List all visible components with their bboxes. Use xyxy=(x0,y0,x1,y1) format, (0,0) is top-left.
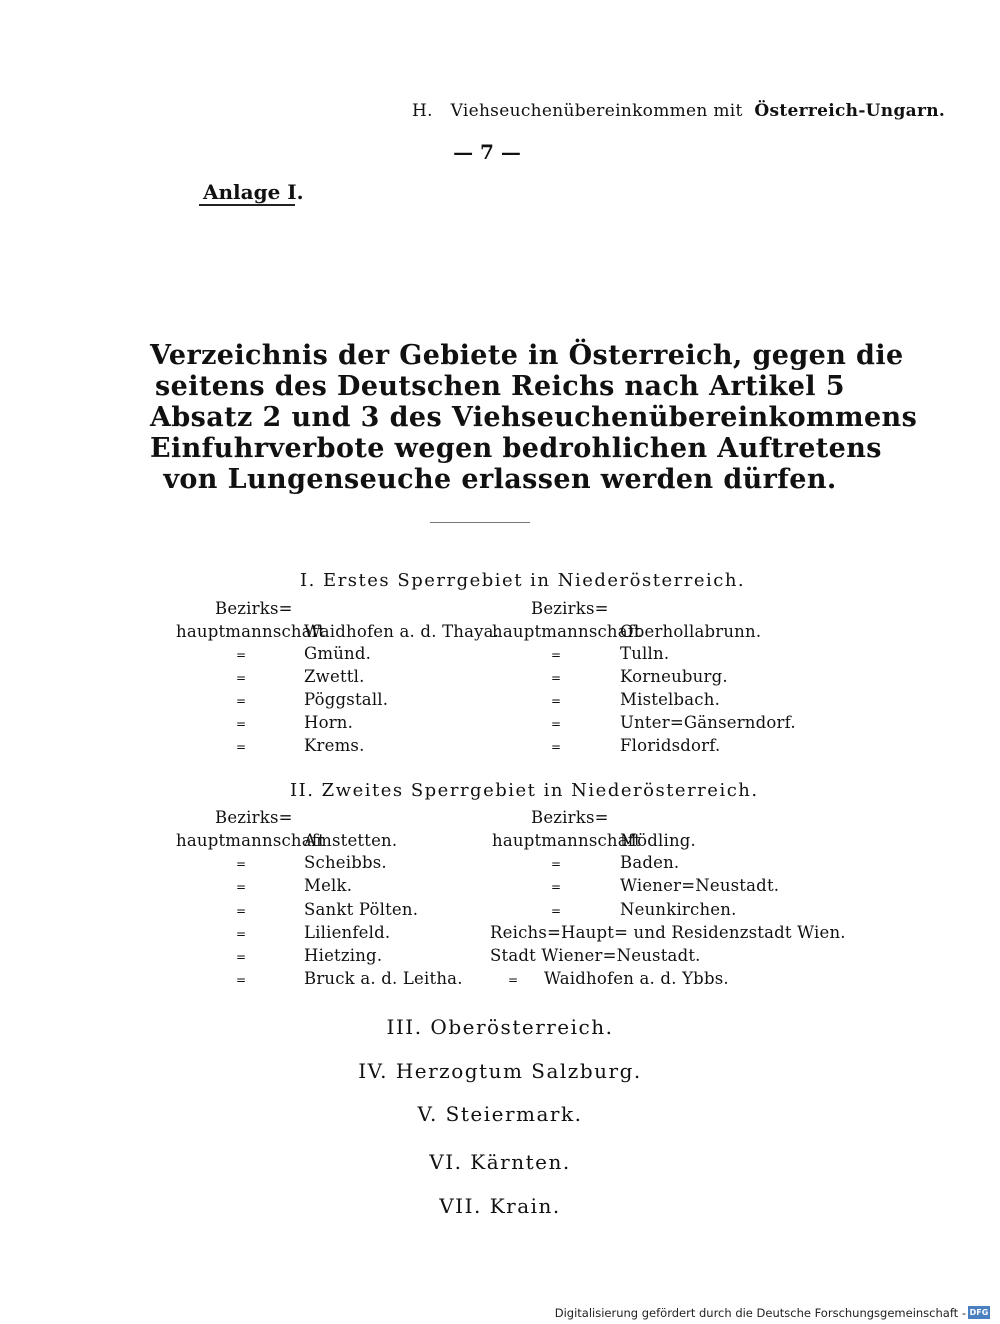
district-label: Bezirks= xyxy=(531,808,609,827)
place-name: Wiener=Neustadt. xyxy=(620,876,780,895)
district-label: hauptmannschaft xyxy=(176,622,325,641)
ditto-mark: = xyxy=(236,857,247,871)
district-label: hauptmannschaft xyxy=(176,831,325,850)
title-divider xyxy=(430,522,530,523)
place-name: Melk. xyxy=(304,876,353,895)
ditto-mark: = xyxy=(551,904,562,918)
section-heading: VII. Krain. xyxy=(439,1194,561,1218)
place-name: Amstetten. xyxy=(304,831,398,850)
dfg-logo: DFG xyxy=(969,1308,989,1317)
place-name: Pöggstall. xyxy=(304,690,389,709)
place-name: Sankt Pölten. xyxy=(304,900,419,919)
place-name: Baden. xyxy=(620,853,680,872)
district-label: Bezirks= xyxy=(215,808,293,827)
place-name: Unter=Gänserndorf. xyxy=(620,713,796,732)
page-number: — 7 — xyxy=(453,140,521,164)
place-name: Mistelbach. xyxy=(620,690,721,709)
place-name: Scheibbs. xyxy=(304,853,387,872)
ditto-mark: = xyxy=(236,973,247,987)
place-name: Bruck a. d. Leitha. xyxy=(304,969,463,988)
ditto-mark: = xyxy=(236,671,247,685)
ditto-mark: = xyxy=(236,648,247,662)
section-heading: VI. Kärnten. xyxy=(429,1150,571,1174)
header-prefix: H. xyxy=(412,101,433,121)
ditto-mark: = xyxy=(236,904,247,918)
annex-underline xyxy=(199,204,295,206)
title-line: Verzeichnis der Gebiete in Österreich, gegen die xyxy=(150,340,904,371)
ditto-mark: = xyxy=(236,880,247,894)
place-name: Horn. xyxy=(304,713,354,732)
document-title xyxy=(150,340,918,495)
ditto-mark: = xyxy=(551,671,562,685)
ditto-mark: = xyxy=(551,717,562,731)
place-name: Zwettl. xyxy=(304,667,365,686)
ditto-mark: = xyxy=(508,973,519,987)
ditto-mark: = xyxy=(236,717,247,731)
title-line: seitens des Deutschen Reichs nach Artikel 5 xyxy=(155,371,845,402)
district-label: hauptmannschaft xyxy=(492,622,641,641)
place-name: Tulln. xyxy=(620,644,670,663)
section-heading: IV. Herzogtum Salzburg. xyxy=(358,1059,642,1083)
title-line: Absatz 2 und 3 des Viehseuchenübereinkommens xyxy=(150,402,918,433)
ditto-mark: = xyxy=(551,740,562,754)
section-heading: III. Oberösterreich. xyxy=(386,1015,614,1039)
place-name: Neunkirchen. xyxy=(620,900,737,919)
section-heading: V. Steiermark. xyxy=(417,1102,583,1126)
place-name: Floridsdorf. xyxy=(620,736,721,755)
place-name: Korneuburg. xyxy=(620,667,728,686)
section-heading: II. Zweites Sperrgebiet in Niederösterreich. xyxy=(290,780,759,801)
section-heading: I. Erstes Sperrgebiet in Niederösterreich. xyxy=(300,570,746,591)
place-name: Krems. xyxy=(304,736,365,755)
header-title: Viehseuchenübereinkommen mit xyxy=(450,101,743,121)
place-name: Stadt Wiener=Neustadt. xyxy=(490,946,701,965)
district-label: Bezirks= xyxy=(531,599,609,618)
title-line: Einfuhrverbote wegen bedrohlichen Auftretens xyxy=(150,433,882,464)
ditto-mark: = xyxy=(236,694,247,708)
district-label: hauptmannschaft xyxy=(492,831,641,850)
annex-label: Anlage I. xyxy=(203,180,304,204)
ditto-mark: = xyxy=(551,694,562,708)
place-name: Hietzing. xyxy=(304,946,383,965)
running-header xyxy=(412,101,945,121)
place-name: Mödling. xyxy=(620,831,696,850)
ditto-mark: = xyxy=(551,648,562,662)
header-country: Österreich-Ungarn. xyxy=(754,101,946,121)
place-name: Lilienfeld. xyxy=(304,923,391,942)
ditto-mark: = xyxy=(551,857,562,871)
ditto-mark: = xyxy=(551,880,562,894)
ditto-mark: = xyxy=(236,950,247,964)
ditto-mark: = xyxy=(236,927,247,941)
title-line: von Lungenseuche erlassen werden dürfen. xyxy=(163,464,837,495)
digitization-credit: Digitalisierung gefördert durch die Deutsche Forschungsgemeinschaft - xyxy=(554,1306,966,1320)
place-name: Oberhollabrunn. xyxy=(620,622,762,641)
place-name: Reichs=Haupt= und Residenzstadt Wien. xyxy=(490,923,846,942)
place-name: Gmünd. xyxy=(304,644,372,663)
ditto-mark: = xyxy=(236,740,247,754)
district-label: Bezirks= xyxy=(215,599,293,618)
place-name: Waidhofen a. d. Thaya. xyxy=(304,622,500,641)
place-name: Waidhofen a. d. Ybbs. xyxy=(544,969,729,988)
